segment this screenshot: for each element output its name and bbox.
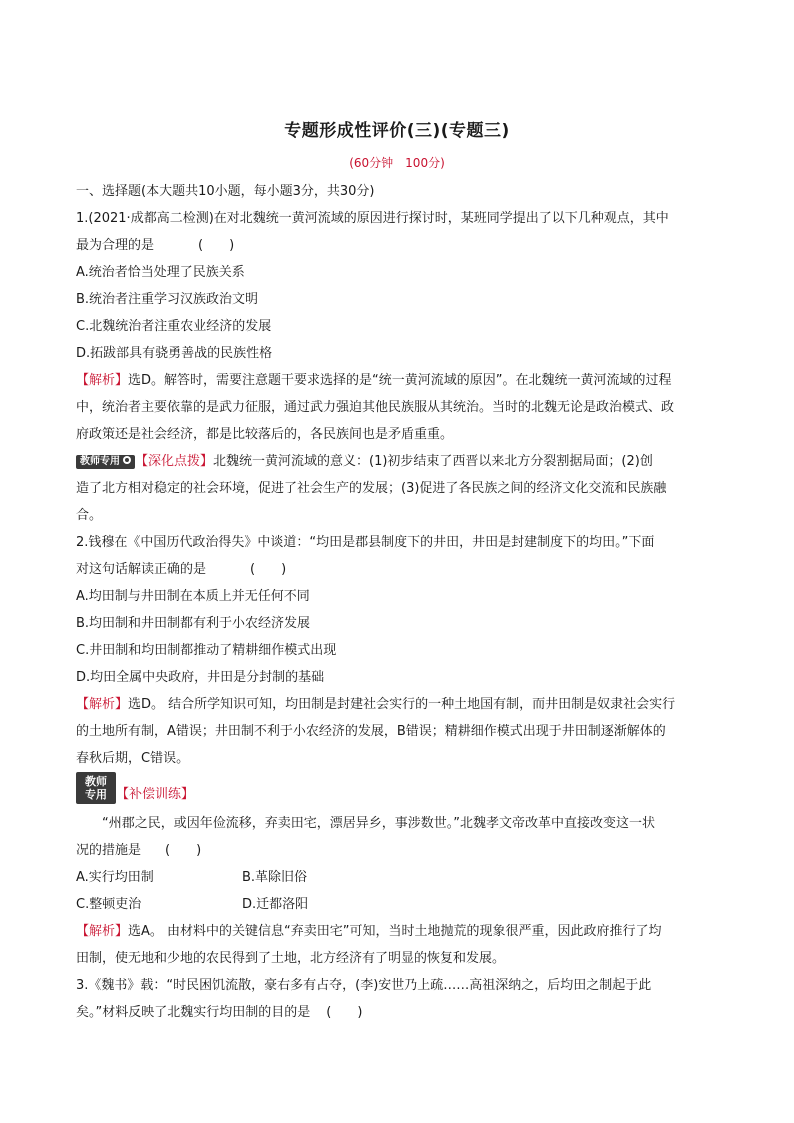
- supplement-options-row1: [76, 864, 720, 891]
- supplement-stem-text: 况的措施是: [76, 843, 142, 858]
- q1-deepen-line1: [76, 448, 720, 475]
- analysis-label: 【解析】: [76, 697, 129, 712]
- q1-option-d: D.拓跋部具有骁勇善战的民族性格: [76, 346, 273, 361]
- supplement-label: 【补偿训练】: [116, 787, 195, 802]
- q2-stem-line1: 2.钱穆在《中国历代政治得失》中谈道：“均田是郡县制度下的井田，井田是封建制度下的均田。”下面: [76, 535, 655, 550]
- q3-stem-text: 矣。”材料反映了北魏实行均田制的目的是: [76, 1005, 311, 1020]
- q1-stem-line1: 1.(2021·成都高二检测)在对北魏统一黄河流域的原因进行探讨时，某班同学提出了以下几种观点，其中: [76, 211, 669, 226]
- supplement-option-c: C.整顿吏治: [76, 897, 142, 912]
- q2-option-c: C.井田制和均田制都推动了精耕细作模式出现: [76, 643, 337, 658]
- q2-stem-text: 对这句话解读正确的是: [76, 562, 207, 577]
- teacher-only-badge: [76, 455, 135, 469]
- supplement-analysis-line2: 田制，使无地和少地的农民得到了土地，北方经济有了明显的恢复和发展。: [76, 951, 506, 966]
- deepen-label: 【深化点拨】: [135, 454, 214, 469]
- supplement-answer-paren: ( ): [165, 843, 202, 858]
- supplement-options-row2: [76, 891, 720, 918]
- q2-option-b: B.均田制和井田制都有利于小农经济发展: [76, 616, 311, 631]
- q2-analysis-line3: 春秋后期，C错误。: [76, 751, 190, 766]
- q1-deepen-text: 北魏统一黄河流域的意义：(1)初步结束了西晋以来北方分裂割据局面；(2)创: [213, 454, 653, 469]
- analysis-label: 【解析】: [76, 373, 129, 388]
- q1-stem-line2: [76, 232, 720, 259]
- supplement-option-a: A.实行均田制: [76, 870, 154, 885]
- q3-stem-line2: [76, 999, 720, 1026]
- badge-bottom-text: 专用: [85, 788, 107, 801]
- q1-analysis-line1: [76, 367, 720, 394]
- q1-answer-paren: ( ): [198, 238, 235, 253]
- supplement-analysis-line1: [76, 918, 720, 945]
- supplement-stem-line1: “州郡之民，或因年俭流移，弃卖田宅，漂居异乡，事涉数世。”北魏孝文帝改革中直接改变这一状: [102, 816, 655, 831]
- q1-option-c: C.北魏统治者注重农业经济的发展: [76, 319, 272, 334]
- q3-answer-paren: ( ): [326, 1005, 363, 1020]
- q2-stem-line2: [76, 556, 720, 583]
- supplement-option-b: B.革除旧俗: [242, 870, 308, 885]
- document-body: [76, 178, 720, 1026]
- q1-analysis-text: 选D。解答时，需要注意题干要求选择的是“统一黄河流域的原因”。在北魏统一黄河流域的过程: [128, 373, 672, 388]
- q2-analysis-line2: 的土地所有制，A错误；井田制不利于小农经济的发展，B错误；精耕细作模式出现于井田制逐渐解体的: [76, 724, 666, 739]
- q2-analysis-line1: [76, 691, 720, 718]
- q2-answer-paren: ( ): [250, 562, 287, 577]
- q1-deepen-line3: 合。: [76, 508, 103, 523]
- q1-stem-text: 最为合理的是: [76, 238, 155, 253]
- q1-deepen-line2: 造了北方相对稳定的社会环境，促进了社会生产的发展；(3)促进了各民族之间的经济文化交流和民族融: [76, 481, 667, 496]
- q1-analysis-line2: 中，统治者主要依靠的是武力征服，通过武力强迫其他民族服从其统治。当时的北魏无论是政治模式、政: [76, 400, 675, 415]
- q3-stem-line1: 3.《魏书》载：“时民困饥流散，豪右多有占夺，(李)安世乃上疏……高祖深纳之，后均田之制起于此: [76, 978, 652, 993]
- teacher-only-badge-text: 教师专用: [80, 456, 120, 467]
- supplement-option-d: D.迁都洛阳: [242, 897, 309, 912]
- badge-circle-icon: [123, 456, 131, 464]
- supplement-header: [76, 772, 720, 804]
- page-title: 专题形成性评价(三)(专题三): [284, 121, 510, 141]
- q1-analysis-line3: 府政策还是社会经济，都是比较落后的，各民族间也是矛盾重重。: [76, 427, 454, 442]
- q1-option-b: B.统治者注重学习汉族政治文明: [76, 292, 259, 307]
- q1-option-a: A.统治者恰当处理了民族关系: [76, 265, 245, 280]
- supplement-stem-line2: [76, 837, 720, 864]
- section-heading: 一、选择题(本大题共10小题，每小题3分，共30分): [76, 184, 375, 199]
- analysis-label: 【解析】: [76, 924, 129, 939]
- page-subtitle: (60分钟 100分): [349, 156, 445, 170]
- q2-option-a: A.均田制与井田制在本质上并无任何不同: [76, 589, 310, 604]
- badge-top-text: 教师: [85, 775, 107, 788]
- q2-analysis-text: 选D。 结合所学知识可知，均田制是封建社会实行的一种土地国有制，而井田制是奴隶社会实行: [128, 697, 676, 712]
- q2-option-d: D.均田全属中央政府，井田是分封制的基础: [76, 670, 325, 685]
- supplement-analysis-text: 选A。 由材料中的关键信息“弃卖田宅”可知，当时土地抛荒的现象很严重，因此政府推行了均: [128, 924, 662, 939]
- teacher-only-badge-block: [76, 772, 116, 804]
